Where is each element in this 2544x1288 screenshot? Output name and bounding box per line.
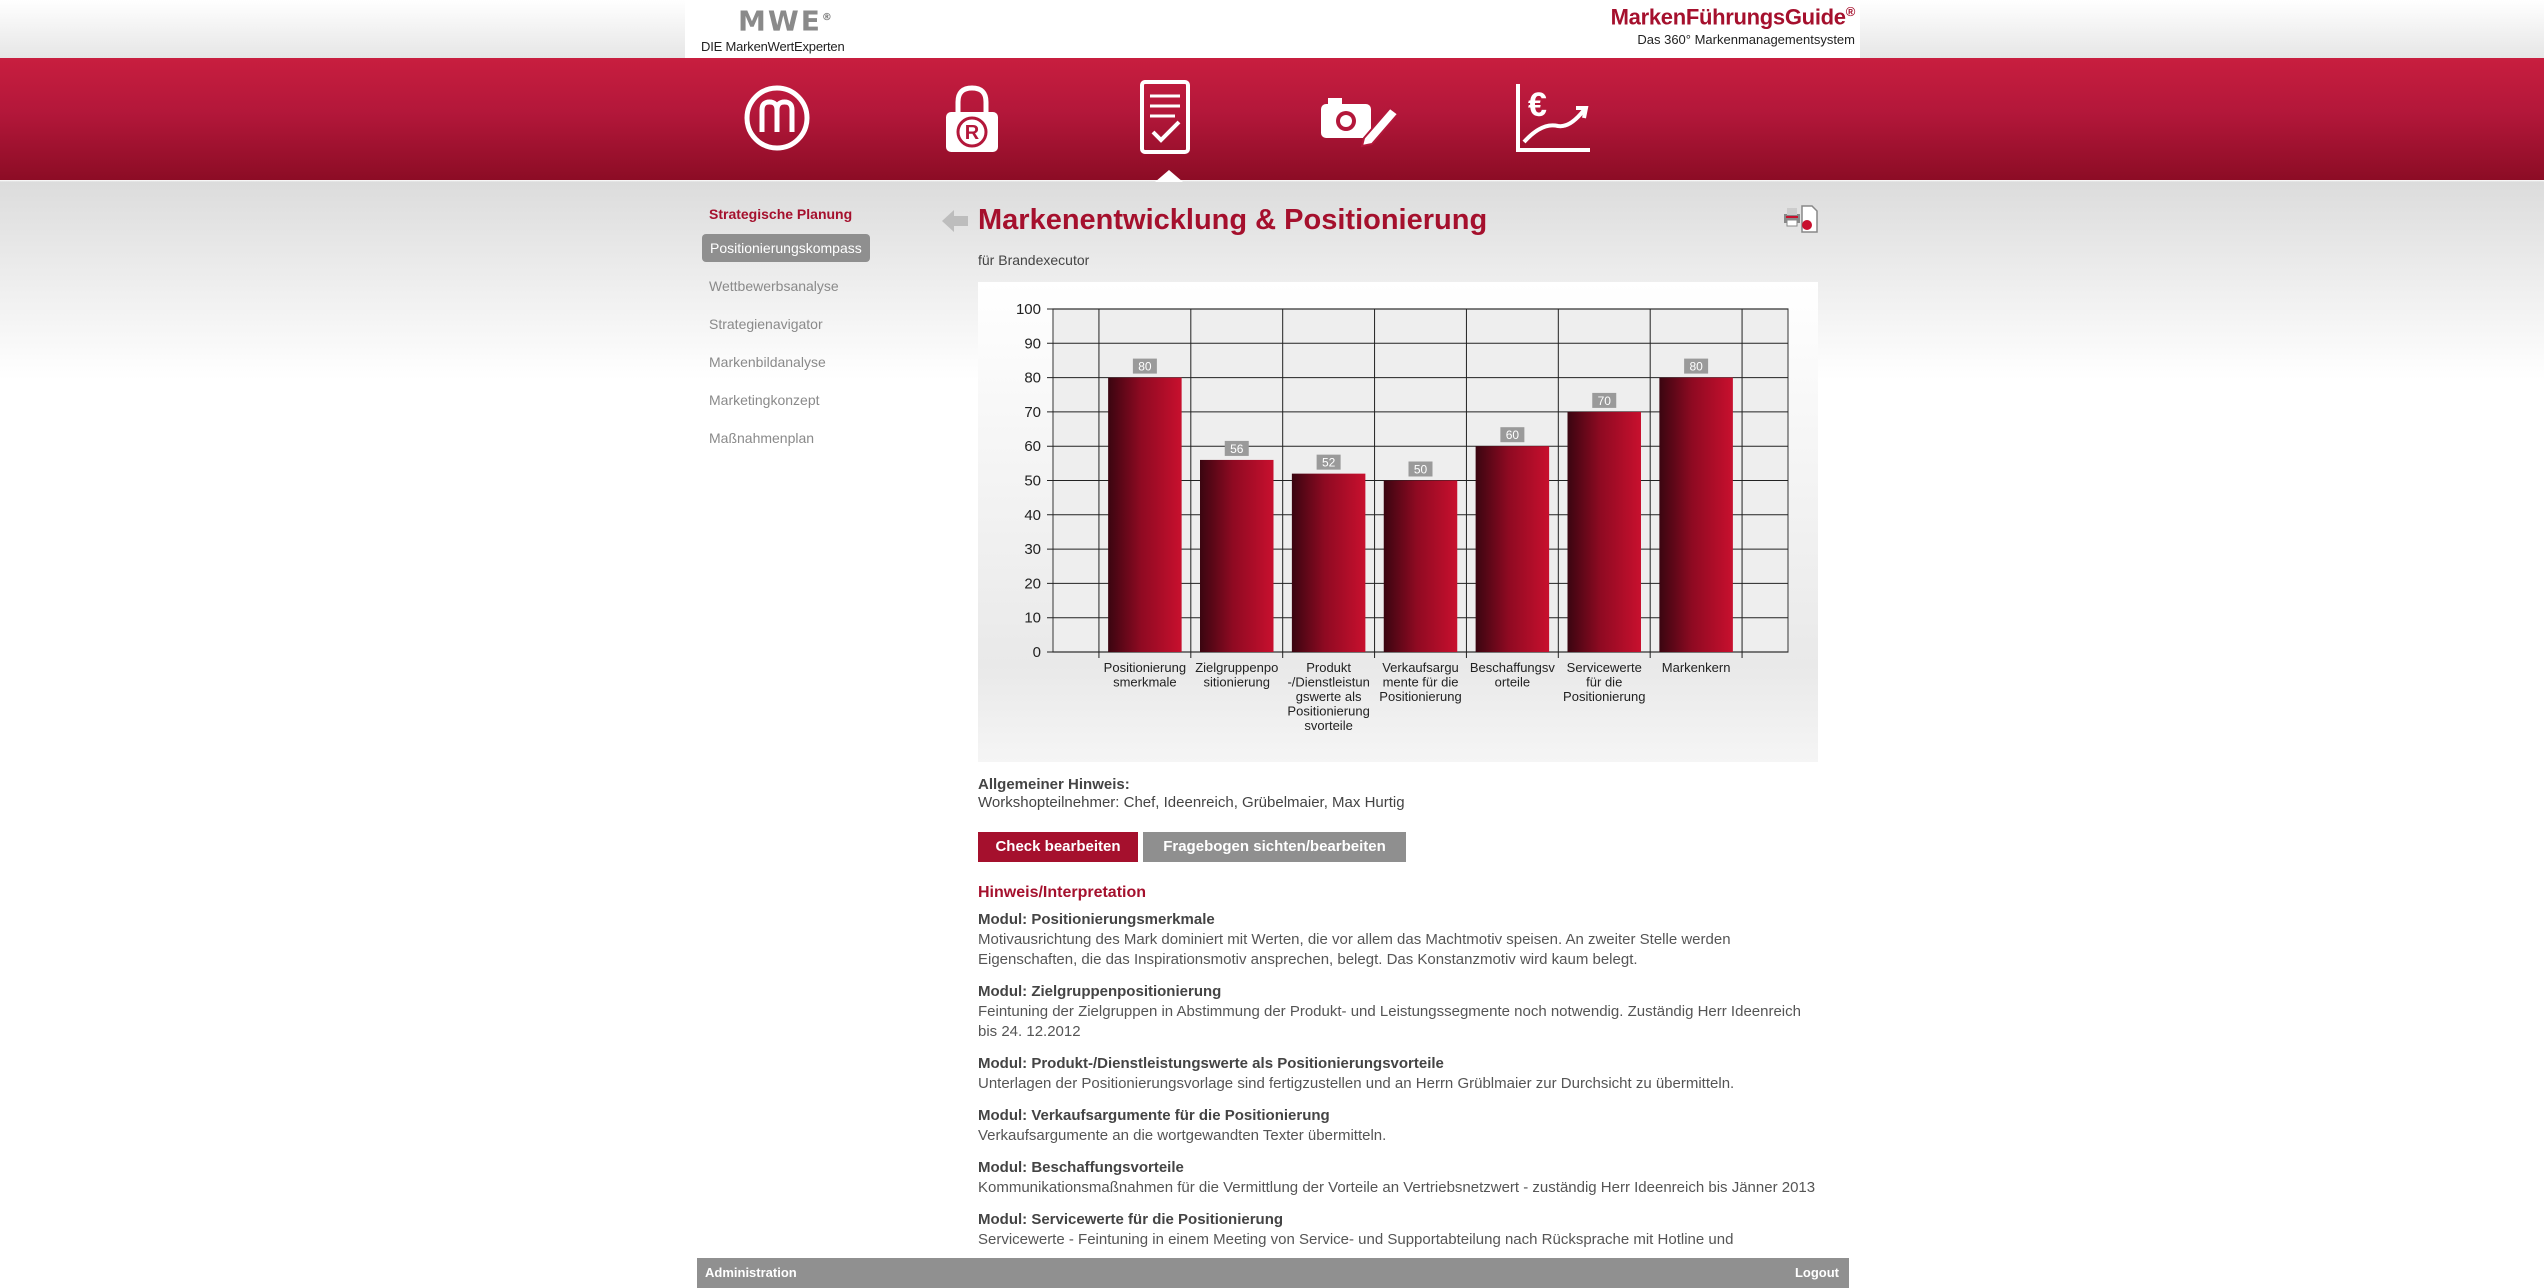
- module-block: [978, 982, 1818, 1042]
- module-text: Feintuning der Zielgruppen in Abstimmung der Produkt- und Leistungssegmente noch notwendig. Zuständig Herr Ideenreich bis 24. 12.2012: [978, 1003, 1801, 1040]
- x-tick-label: für die: [1586, 674, 1623, 690]
- main-nav: [0, 58, 2544, 180]
- module-heading: Modul: Produkt-/Dienstleistungswerte als Positionierungsvorteile: [978, 1055, 1444, 1072]
- footer-bar: [697, 1258, 1849, 1288]
- y-tick-label: 90: [1024, 335, 1041, 353]
- module-heading: Modul: Servicewerte für die Positionierung: [978, 1211, 1284, 1228]
- y-tick-label: 100: [1015, 301, 1041, 318]
- pdf-export-icon[interactable]: [1802, 206, 1817, 232]
- data-label: 80: [1138, 359, 1152, 374]
- header-inner: [685, 0, 1860, 58]
- data-label: 52: [1321, 455, 1336, 470]
- sidebar-item-strategienavigator[interactable]: Strategienavigator: [709, 316, 823, 332]
- page-title: Markenentwicklung & Positionierung: [978, 204, 1488, 236]
- x-tick-label: sitionierung: [1203, 674, 1270, 690]
- logo-subtitle: DIE MarkenWertExperten: [701, 39, 845, 55]
- svg-text:€: €: [1528, 86, 1547, 124]
- data-label: 80: [1689, 359, 1703, 374]
- x-tick-label: Markenkern: [1661, 660, 1731, 675]
- x-tick-label: mente für die: [1382, 674, 1459, 690]
- y-tick-label: 50: [1024, 472, 1041, 490]
- bar: [1568, 412, 1642, 652]
- sidebar-item-wettbewerbsanalyse[interactable]: Wettbewerbsanalyse: [709, 278, 839, 294]
- data-label: 56: [1230, 441, 1244, 456]
- questionnaire-edit-button[interactable]: Fragebogen sichten/bearbeiten: [1143, 832, 1406, 862]
- mwe-logo[interactable]: [701, 4, 844, 54]
- y-tick-label: 30: [1024, 541, 1041, 559]
- module-text: Servicewerte - Feintuning in einem Meeting von Service- und Supportabteilung nach Rücksprache mit Hotline und: [978, 1231, 1734, 1248]
- sidebar-title[interactable]: Strategische Planung: [709, 206, 853, 222]
- module-text: Motivausrichtung des Mark dominiert mit Werten, die vor allem das Machtmotiv speisen. An zweiter Stelle werden Eigenschaften, die das Inspirationsmotiv ansprechen, belegt. Das Konstanzmotiv wird kaum belegt.: [978, 931, 1731, 968]
- module-text: Kommunikationsmaßnahmen für die Vermittlung der Vorteile an Vertriebsnetzwert - zuständig Herr Ideenreich bis Jänner 2013: [978, 1179, 1816, 1196]
- module-block: [978, 1210, 1818, 1250]
- page-tools: [1782, 204, 1818, 239]
- module-text: Unterlagen der Positionierungsvorlage sind fertigzustellen und an Herrn Grüblmaier zur Durchsicht zu übermitteln.: [978, 1075, 1735, 1092]
- module-heading: Modul: Zielgruppenpositionierung: [978, 983, 1222, 1000]
- print-icon[interactable]: [1784, 208, 1800, 226]
- chart-svg: [978, 282, 1818, 762]
- trademark-lock-icon[interactable]: [932, 80, 1012, 156]
- y-tick-label: 70: [1024, 403, 1041, 421]
- x-tick-label: Verkaufsargu: [1382, 660, 1459, 675]
- interpretation-section: [978, 884, 1818, 1262]
- x-tick-label: Zielgruppenpo: [1195, 660, 1279, 675]
- x-tick-label: Beschaffungsv: [1469, 660, 1555, 675]
- logo-mark: MWE®: [738, 4, 834, 38]
- module-heading: Modul: Beschaffungsvorteile: [978, 1159, 1184, 1176]
- y-tick-label: 80: [1024, 369, 1041, 387]
- x-tick-label: -/Dienstleistun: [1287, 674, 1370, 690]
- nav-active-indicator: [1155, 170, 1183, 182]
- brand-m-icon[interactable]: [737, 80, 817, 156]
- page-subtitle: für Brandexecutor: [978, 252, 1090, 268]
- brand-title: MarkenFührungsGuide®: [1610, 4, 1855, 30]
- check-edit-button[interactable]: Check bearbeiten: [978, 832, 1138, 862]
- euro-growth-chart-icon[interactable]: [1512, 80, 1592, 156]
- module-heading: Modul: Positionierungsmerkmale: [978, 911, 1215, 928]
- y-tick-label: 60: [1024, 438, 1041, 456]
- x-tick-label: Positionierung: [1287, 703, 1370, 719]
- x-tick-label: Positionierung: [1379, 689, 1462, 704]
- sidebar-item-massnahmenplan[interactable]: Maßnahmenplan: [709, 430, 815, 446]
- svg-text:R: R: [964, 122, 980, 144]
- back-arrow-icon[interactable]: [940, 208, 970, 234]
- x-tick-label: Servicewerte: [1566, 660, 1642, 675]
- interpretation-title: Hinweis/Interpretation: [978, 884, 1147, 901]
- module-block: [978, 1054, 1818, 1094]
- module-heading: Modul: Verkaufsargumente für die Positionierung: [978, 1107, 1330, 1124]
- x-tick-label: smerkmale: [1113, 674, 1177, 690]
- bar: [1476, 446, 1550, 652]
- y-tick-label: 40: [1024, 506, 1041, 524]
- logout-link[interactable]: Logout: [1794, 1265, 1839, 1280]
- x-tick-label: svorteile: [1304, 718, 1353, 733]
- bar: [1384, 481, 1458, 653]
- sidebar-item-marketingkonzept[interactable]: Marketingkonzept: [709, 392, 820, 408]
- administration-link[interactable]: Administration: [705, 1265, 797, 1280]
- bar: [1200, 460, 1274, 652]
- x-tick-label: orteile: [1494, 674, 1531, 690]
- module-block: [978, 910, 1818, 970]
- module-block: [978, 1158, 1818, 1198]
- x-tick-label: Positionierung: [1103, 660, 1187, 675]
- y-tick-label: 10: [1024, 609, 1041, 627]
- x-tick-label: gswerte als: [1295, 689, 1362, 704]
- y-tick-label: 0: [1032, 644, 1041, 661]
- bar: [1292, 474, 1366, 652]
- data-label: 60: [1505, 428, 1520, 443]
- bar: [1659, 378, 1733, 652]
- brand-block: [1611, 4, 1855, 47]
- general-note-heading: Allgemeiner Hinweis:: [978, 776, 1130, 793]
- top-header: [0, 0, 2544, 58]
- module-block: [978, 1106, 1818, 1146]
- camera-pencil-icon[interactable]: [1318, 80, 1398, 156]
- brand-subtitle: Das 360° Markenmanagementsystem: [1637, 32, 1855, 48]
- bar: [1108, 378, 1182, 652]
- sidebar-item-positionierungskompass[interactable]: Positionierungskompass: [702, 234, 870, 262]
- general-note-text: Workshopteilnehmer: Chef, Ideenreich, Grübelmaier, Max Hurtig: [978, 794, 1405, 811]
- data-label: 50: [1413, 462, 1428, 477]
- sidebar-item-markenbildanalyse[interactable]: Markenbildanalyse: [709, 354, 826, 370]
- x-tick-label: Positionierung: [1563, 689, 1646, 704]
- x-tick-label: Produkt: [1306, 660, 1352, 675]
- module-text: Verkaufsargumente an die wortgewandten Texter übermitteln.: [978, 1127, 1387, 1144]
- data-label: 70: [1597, 393, 1611, 408]
- checklist-tablet-icon[interactable]: [1125, 80, 1205, 156]
- y-tick-label: 20: [1024, 575, 1041, 593]
- bar-chart: [978, 282, 1818, 762]
- sidebar: [702, 206, 902, 462]
